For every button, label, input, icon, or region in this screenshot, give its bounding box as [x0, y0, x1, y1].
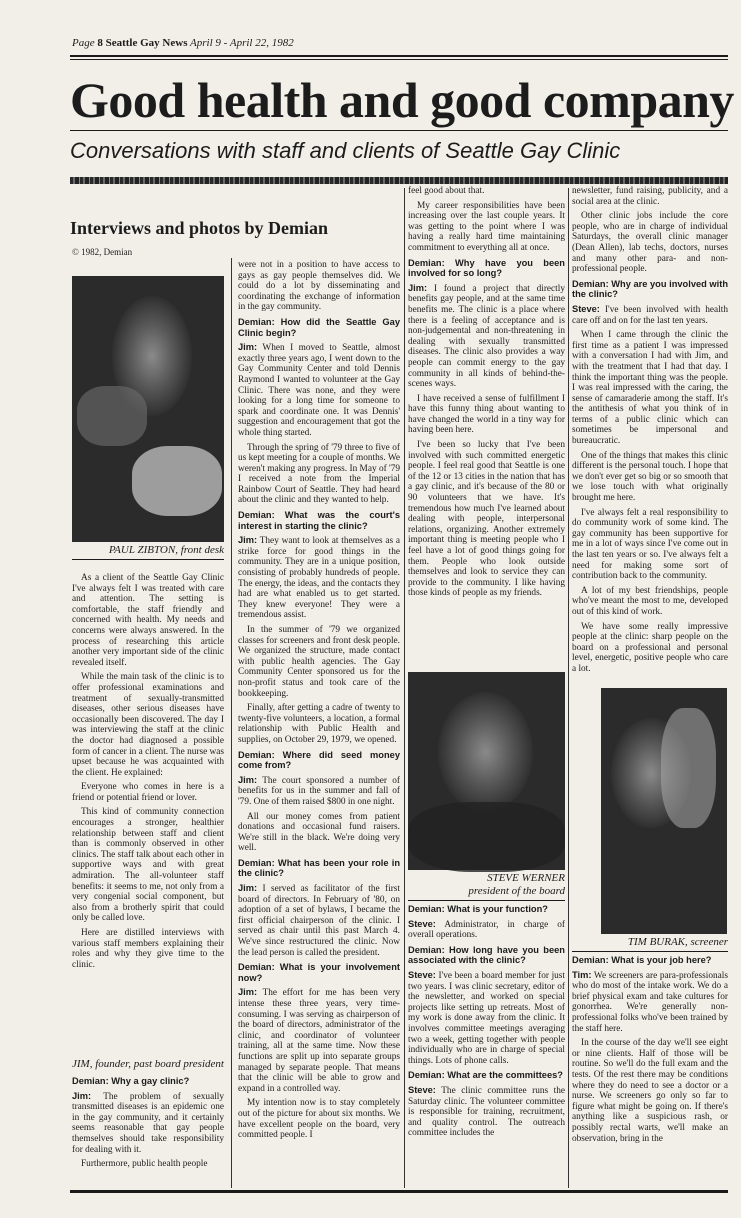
caption-rule — [572, 951, 728, 952]
caption-steve-werner: STEVE WERNER — [487, 872, 565, 884]
column-divider — [231, 258, 232, 1188]
column-3-top: feel good about that. My career responsibilities have been increasing over the last couple years. It was getting to the point where I was having a really hard time maintaining commitment to everything all at once. Demian: Why have you been involved for so long? Jim: I found a project that directly benefits gay people, and at the same time benefits me. The clinic is a place where there is a feeling of acceptance and is non-judgemental and non-threatening in dealing with sexually transmitted diseases. The clinic also provides a way people can commit energy to the gay community in all kinds of behind-the-scenes ways. I have received a sense of fulfillment I have this funny thing about wanting to have changed the world in a tiny way for having been here. I've been so lucky that I've been involved with such committed energetic people. I feel real good that Seattle is one of the 12 or 13 cities in the nation that has a gay clinic, and it's because of the 80 or 90 volunteers that we have. It's tremendous how much I've learned about dealing with people, interpersonal relations, organizing. Another extremely important thing is meeting people who I feel have a lot of good things going for them. People who look outside themselves and look to service they can provide to the community. I like having those kinds of people as my friends. — [408, 186, 566, 599]
subhead: Conversations with staff and clients of Seattle Gay Clinic — [70, 138, 621, 163]
decorative-band — [70, 177, 728, 184]
top-rule-thin — [70, 59, 728, 60]
photo-steve-werner — [408, 672, 565, 870]
column-4-top: newsletter, fund raising, publicity, and a social area at the clinic. Other clinic jobs include the core people, who are in charge of individual Saturdays, the overall clinic manager (Dean Allen), lab techs, doctors, nurses and many other para- and non-professional people. Demian: Why are you involved with the clinic? Steve: I've been involved with health care off and on for the last ten years. When I came through the clinic the first time as a patient I was impressed with a conversation I had with Jim, and with the treatment that I had that day. I think the important thing was the people. I was real impressed with the caring, the sense of camaraderie among the staff. It's the antithesis of what you think of in terms of a public clinic which can sometimes be impersonal and bureaucratic. One of the things that makes this clinic different is the personal touch. I hope that we don't ever get so big or so smooth that we lose touch with what originally brought me here. I've always felt a real responsibility to do community work of some kind. The gay community has been supportive for me in a lot of ways since I've come out in the last ten years or so. I've always felt a need for making some sort of contribution back to the community. A lot of my best friendships, people who've meant the most to me, developed out of this kind of work. We have some really impressive people at the clinic: sharp people on the board on a professional and personal level, energetic, positive people who care a lot. — [572, 186, 729, 674]
caption-paul-zibton: PAUL ZIBTON, front desk — [108, 544, 224, 556]
caption-rule — [72, 559, 224, 560]
copyright: © 1982, Demian — [72, 247, 133, 257]
top-rule — [70, 55, 728, 57]
paper-name: Seattle Gay News — [105, 37, 188, 49]
column-1-bottom: Demian: Why a gay clinic? Jim: The problem of sexually transmitted diseases is an epidemic one in the gay community, and it certainly seems reasonable that gay people themselves should take responsibility for dealing with it. Furthermore, public health people — [72, 1076, 225, 1170]
headline: Good health and good company — [70, 72, 734, 128]
caption-jim: JIM, founder, past board president — [72, 1058, 224, 1070]
page-folio: Page 8 Seattle Gay News April 9 - April 22, 1982 — [72, 37, 294, 49]
caption-tim-burak: TIM BURAK, screener — [627, 936, 728, 948]
column-4-bottom: Demian: What is your job here? Tim: We screeners are para-professionals who do most of the intake work. We do a brief physical exam and take cultures for gonorrhea. We're generally non-professional folks who've been trained by the staff here. In the course of the day we'll see eight or nine clients. Half of those will be routine. So we'll do the full exam and the tests. Of the rest there may be conditions where they do need to see a doctor or a nurse. We screeners go only so far to figure what might be going on. If there's anything like a suspicious rash, or possibly rectal warts, we'll make an observation, bring in the — [572, 955, 729, 1144]
column-1-top: As a client of the Seattle Gay Clinic I've always felt I was treated with care and attention. The setting is comfortable, the staff friendly and concerned with health. My needs and concerns were always answered. In the process of researching this article another very important side of the clinic revealed itself. While the main task of the clinic is to offer professional examinations and treatment of sexually-transmitted diseases, other serious diseases have occasionally been discovered. The day I was interviewing the staff at the clinic the doctor had diagnosed a possible form of cancer in a client. The nurse was upset because he was acquainted with the client. He explained: Everyone who comes in here is a friend or potential friend or lover. This kind of community connection encourages a stronger, healthier relationship between staff and client than is commonly observed in other clinics. The staff talk about each other in supportive ways and with great admiration. The all-volunteer staff benefits: it seems to me, not only from a very congenial social component, but also from a brotherly spirit that could only be called love. Here are distilled interviews with various staff members explaining their roles and why they give time to the clinic. — [72, 573, 224, 970]
column-divider — [568, 188, 569, 1188]
caption-rule — [408, 900, 565, 901]
bottom-rule — [70, 1190, 728, 1193]
column-divider — [404, 188, 405, 1188]
byline: Interviews and photos by Demian — [70, 218, 329, 238]
column-2: were not in a position to have access to gays as gay people themselves did. We could do a lot by disseminating and coordinating the exchange of information in the gay community. Demian: How did the Seattle Gay Clinic begin? Jim: When I moved to Seattle, almost exactly three years ago, I went down to the Gay Community Center and told Dennis Raymond I wanted to volunteer at the Gay Clinic. There was none, and they were looking for a long time for someone to spark and coordinate one. It was Dennis' suggestion and encouragement that got the whole thing started. Through the spring of '79 three to five of us kept meeting for a couple of months. We weren't making any progress. In May of '79 I received a note from the Imperial Rainbow Court of Seattle. They had heard about the clinic and they wanted to help. Demian: What was the court's interest in starting the clinic? Jim: They want to look at themselves as a strike force for good things in the community. They are in a unique position, consisting of probably hundreds of people. The energy, the ideas, and the contacts they had are what enabled us to get started. They knew everyone! They were a tremendous assist. In the summer of '79 we organized classes for screeners and front desk people. We organized the structure, made contact with public health agencies. The Gay Community Center sponsored us for the non-profit status and took care of the bookkeeping. Finally, after getting a cadre of twenty to twenty-five volunteers, a location, a formal relationship with Public Health and supplies, on October 29, 1979, we opened. Demian: Where did seed money come from? Jim: The court sponsored a number of benefits for us in the summer and fall of '79. One of them raised $800 in one night. All our money comes from patient donations and occasional fund raisers. We're still in the black. We're doing very well. Demian: What has been your role in the clinic? Jim: I served as facilitator of the first board of directors. In February of '80, on adoption of a set of bylaws, I became the first official chairperson of the clinic. I served as chair until this past March 4. We've since restructured the clinic. Now the lead person is called the president. Demian: What is your involvement now? Jim: The effort for me has been very intense these three years, very time-consuming. I was serving as chairperson of the board of directors, administrator of the clinic, and coordinator of volunteer training, all at the same time. Now these functions are split up into separate groups managed by separate people. That means that the clinic will be able to grow and expand in a controlled way. My intention now is to stay completely out of the picture for about six months. We have excellent people on the board, very committed people. I — [238, 260, 401, 1141]
column-3-bottom: Demian: What is your function? Steve: Administrator, in charge of overall operations. Demian: How long have you been associated with the clinic? Steve: I've been a board member for just two years. I was clinic secretary, editor of the newsletter, and worked on special projects like setting up retreats. Most of my work is done away from the clinic. It involves committee meetings averaging two a week, getting together with people individually who are in charge of special things. Lots of phone calls. Demian: What are the committees? Steve: The clinic committee runs the Saturday clinic. The volunteer committee is responsible for training, recruitment, and quality control. The outreach committee includes the — [408, 904, 565, 1139]
photo-paul-zibton — [72, 276, 224, 542]
caption-steve-werner-title: president of the board — [468, 885, 565, 897]
headline-rule — [70, 130, 728, 131]
photo-tim-burak — [601, 688, 727, 934]
